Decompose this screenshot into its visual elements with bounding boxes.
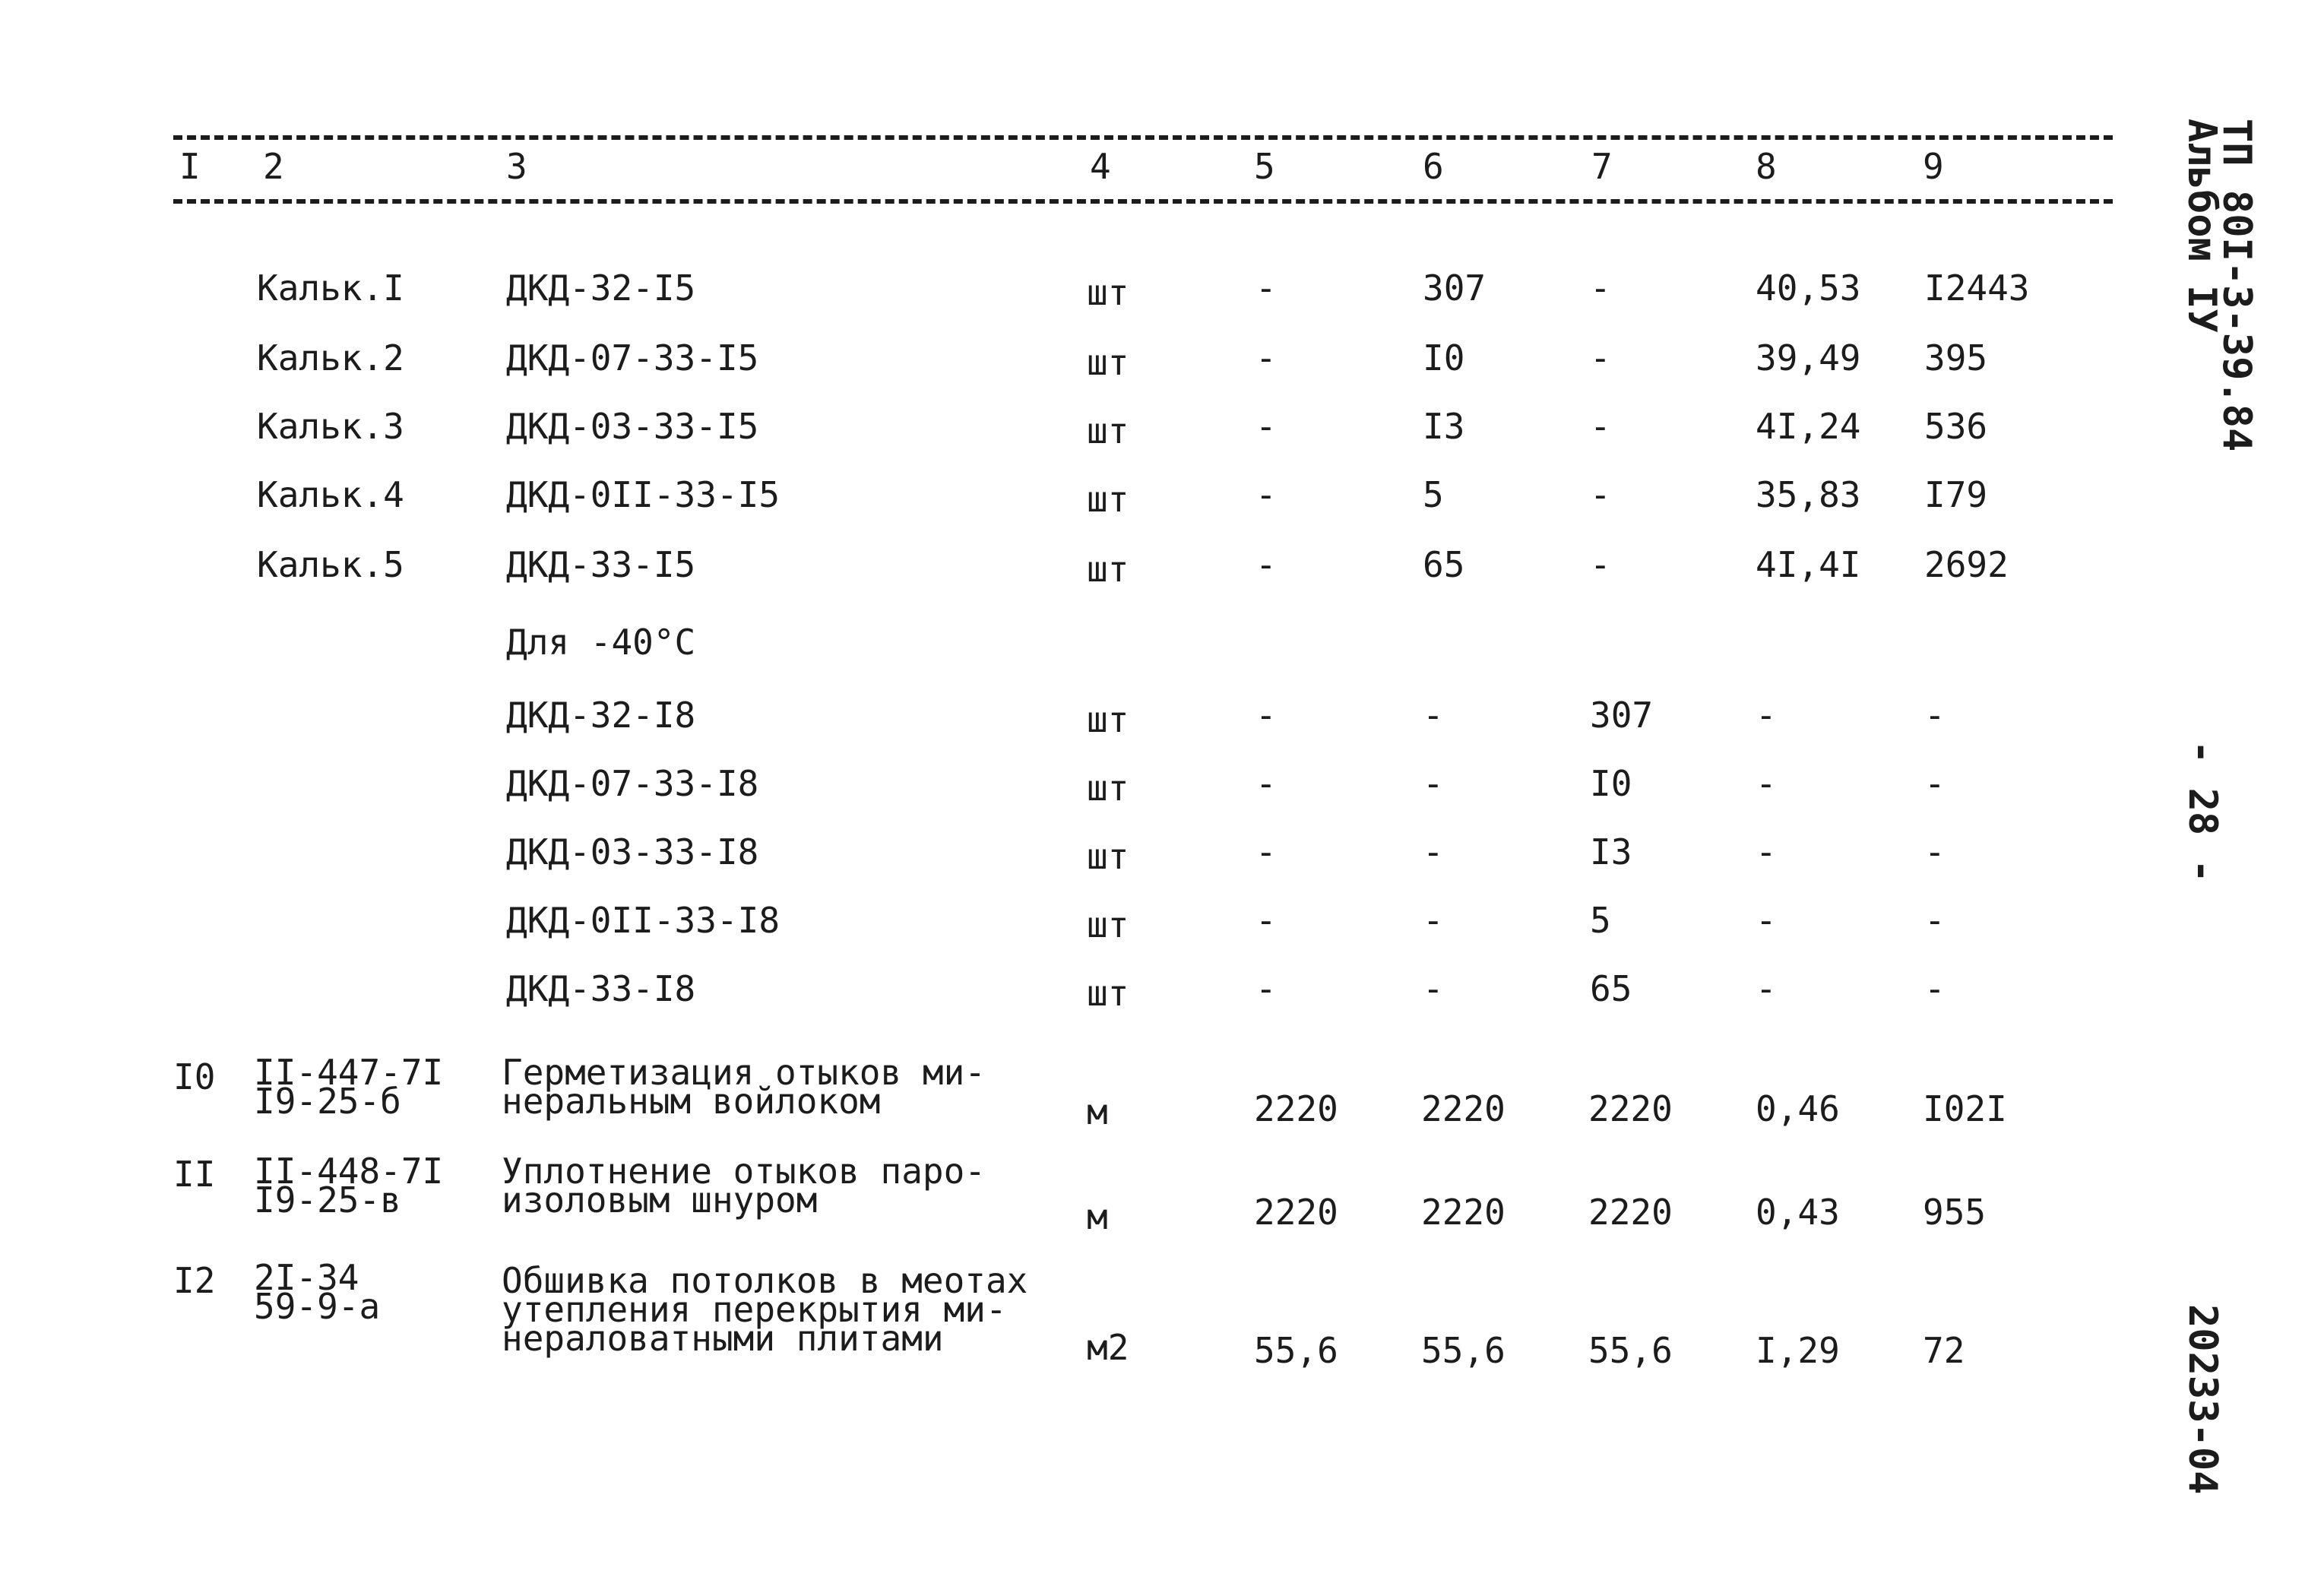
- row-1-item: ДКД-32-I5: [506, 268, 696, 309]
- row-9-unit: шт: [1087, 836, 1129, 877]
- row-4-col8: 35,83: [1756, 474, 1861, 515]
- row-11-item: ДКД-33-I8: [506, 968, 696, 1009]
- row-2-item: ДКД-07-33-I5: [506, 337, 759, 378]
- row-7-col8: -: [1756, 695, 1777, 736]
- row-2-reference: Кальк.2: [257, 337, 404, 378]
- row-9-col8: -: [1756, 831, 1777, 872]
- row-1-col6: 307: [1423, 268, 1487, 309]
- row-14-reference: 2I-34 59-9-а: [254, 1257, 381, 1327]
- row-10-col9: -: [1924, 900, 1946, 941]
- row-12-col5: 2220: [1254, 1088, 1338, 1129]
- row-14-col6: 55,6: [1421, 1330, 1506, 1371]
- header-bottom-rule: [173, 199, 2113, 204]
- row-13-col7: 2220: [1588, 1192, 1673, 1233]
- row-11-col5: -: [1255, 968, 1277, 1009]
- row-13-col6: 2220: [1421, 1192, 1506, 1233]
- row-4-col6: 5: [1423, 474, 1444, 515]
- column-header-7: 7: [1591, 146, 1613, 187]
- row-8-col6: -: [1423, 763, 1444, 804]
- row-9-col7: I3: [1590, 831, 1632, 872]
- row-1-col8: 40,53: [1756, 268, 1861, 309]
- column-header-4: 4: [1090, 146, 1111, 187]
- row-1-col9: I2443: [1924, 268, 2030, 309]
- column-header-1: I: [179, 146, 201, 187]
- row-9-col6: -: [1423, 831, 1444, 872]
- row-9-col5: -: [1255, 831, 1277, 872]
- row-14-col8: I,29: [1756, 1330, 1840, 1371]
- row-11-col7: 65: [1590, 968, 1632, 1009]
- row-4-reference: Кальк.4: [257, 474, 404, 515]
- row-2-col8: 39,49: [1756, 337, 1861, 378]
- row-7-unit: шт: [1087, 699, 1129, 740]
- row-5-col8: 4I,4I: [1756, 544, 1861, 585]
- row-12-description: Герметизация отыков ми- неральным войлоком: [502, 1052, 986, 1122]
- row-12-col8: 0,46: [1756, 1088, 1840, 1129]
- row-10-col7: 5: [1590, 900, 1611, 941]
- row-8-col9: -: [1924, 763, 1946, 804]
- section-heading-minus-40: Для -40°С: [506, 622, 696, 663]
- row-13-description: Уплотнение отыков паро- изоловым шнуром: [502, 1151, 986, 1221]
- row-13-col5: 2220: [1254, 1192, 1338, 1233]
- row-3-col9: 536: [1924, 406, 1988, 447]
- row-10-col5: -: [1255, 900, 1277, 941]
- column-header-8: 8: [1756, 146, 1777, 187]
- row-10-item: ДКД-0II-33-I8: [506, 900, 780, 941]
- row-2-col6: I0: [1423, 337, 1465, 378]
- row-11-col6: -: [1423, 968, 1444, 1009]
- row-12-number: I0: [173, 1056, 216, 1097]
- row-12-col7: 2220: [1588, 1088, 1673, 1129]
- row-13-reference: II-448-7I I9-25-в: [254, 1151, 444, 1221]
- row-3-col8: 4I,24: [1756, 406, 1861, 447]
- row-5-col5: -: [1255, 544, 1277, 585]
- document-code-label: ТП 80I-3-39.84 Альбом IУ: [2179, 119, 2259, 452]
- header-top-rule: [173, 135, 2113, 140]
- row-8-col5: -: [1255, 763, 1277, 804]
- column-header-2: 2: [263, 146, 284, 187]
- row-1-unit: шт: [1087, 272, 1129, 313]
- page-number: - 28 -: [2180, 740, 2225, 883]
- row-10-col8: -: [1756, 900, 1777, 941]
- row-3-item: ДКД-03-33-I5: [506, 406, 759, 447]
- row-1-reference: Кальк.I: [257, 268, 404, 309]
- row-5-col7: -: [1590, 544, 1611, 585]
- row-8-col8: -: [1756, 763, 1777, 804]
- row-12-col9: I02I: [1923, 1088, 2007, 1129]
- row-9-col9: -: [1924, 831, 1946, 872]
- column-header-3: 3: [506, 146, 527, 187]
- row-3-col7: -: [1590, 406, 1611, 447]
- row-2-unit: шт: [1087, 342, 1129, 383]
- row-13-col8: 0,43: [1756, 1192, 1840, 1233]
- row-11-unit: шт: [1087, 973, 1129, 1014]
- row-8-item: ДКД-07-33-I8: [506, 763, 759, 804]
- row-1-col5: -: [1255, 268, 1277, 309]
- column-header-5: 5: [1254, 146, 1275, 187]
- row-13-col9: 955: [1923, 1192, 1987, 1233]
- row-3-reference: Кальк.3: [257, 406, 404, 447]
- row-7-col9: -: [1924, 695, 1946, 736]
- row-14-col5: 55,6: [1254, 1330, 1338, 1371]
- row-10-col6: -: [1423, 900, 1444, 941]
- row-7-col7: 307: [1590, 695, 1654, 736]
- row-5-col9: 2692: [1924, 544, 2009, 585]
- row-13-unit: м: [1087, 1196, 1108, 1237]
- row-9-item: ДКД-03-33-I8: [506, 831, 759, 872]
- row-2-col5: -: [1255, 337, 1277, 378]
- row-14-col7: 55,6: [1588, 1330, 1673, 1371]
- row-12-reference: II-447-7I I9-25-б: [254, 1052, 444, 1122]
- row-8-unit: шт: [1087, 768, 1129, 809]
- row-4-unit: шт: [1087, 479, 1129, 520]
- row-3-unit: шт: [1087, 410, 1129, 451]
- row-12-unit: м: [1087, 1091, 1108, 1132]
- row-7-col6: -: [1423, 695, 1444, 736]
- row-14-number: I2: [173, 1260, 216, 1301]
- row-5-unit: шт: [1087, 549, 1129, 590]
- row-2-col7: -: [1590, 337, 1611, 378]
- row-4-col7: -: [1590, 474, 1611, 515]
- column-header-6: 6: [1423, 146, 1444, 187]
- row-4-col5: -: [1255, 474, 1277, 515]
- row-5-col6: 65: [1423, 544, 1465, 585]
- row-5-item: ДКД-33-I5: [506, 544, 696, 585]
- row-3-col5: -: [1255, 406, 1277, 447]
- row-4-col9: I79: [1924, 474, 1988, 515]
- row-14-col9: 72: [1923, 1330, 1965, 1371]
- row-4-item: ДКД-0II-33-I5: [506, 474, 780, 515]
- row-12-col6: 2220: [1421, 1088, 1506, 1129]
- row-5-reference: Кальк.5: [257, 544, 404, 585]
- row-13-number: II: [173, 1154, 216, 1195]
- row-7-item: ДКД-32-I8: [506, 695, 696, 736]
- row-14-description: Обшивка потолков в меотах утепления перекрытия ми- нераловатными плитами: [502, 1260, 1028, 1359]
- row-1-col7: -: [1590, 268, 1611, 309]
- row-11-col8: -: [1756, 968, 1777, 1009]
- row-10-unit: шт: [1087, 904, 1129, 945]
- row-11-col9: -: [1924, 968, 1946, 1009]
- row-2-col9: 395: [1924, 337, 1988, 378]
- row-14-unit: м2: [1087, 1327, 1129, 1368]
- archive-number: 20233-04: [2180, 1304, 2225, 1495]
- row-7-col5: -: [1255, 695, 1277, 736]
- row-3-col6: I3: [1423, 406, 1465, 447]
- row-8-col7: I0: [1590, 763, 1632, 804]
- column-header-9: 9: [1923, 146, 1944, 187]
